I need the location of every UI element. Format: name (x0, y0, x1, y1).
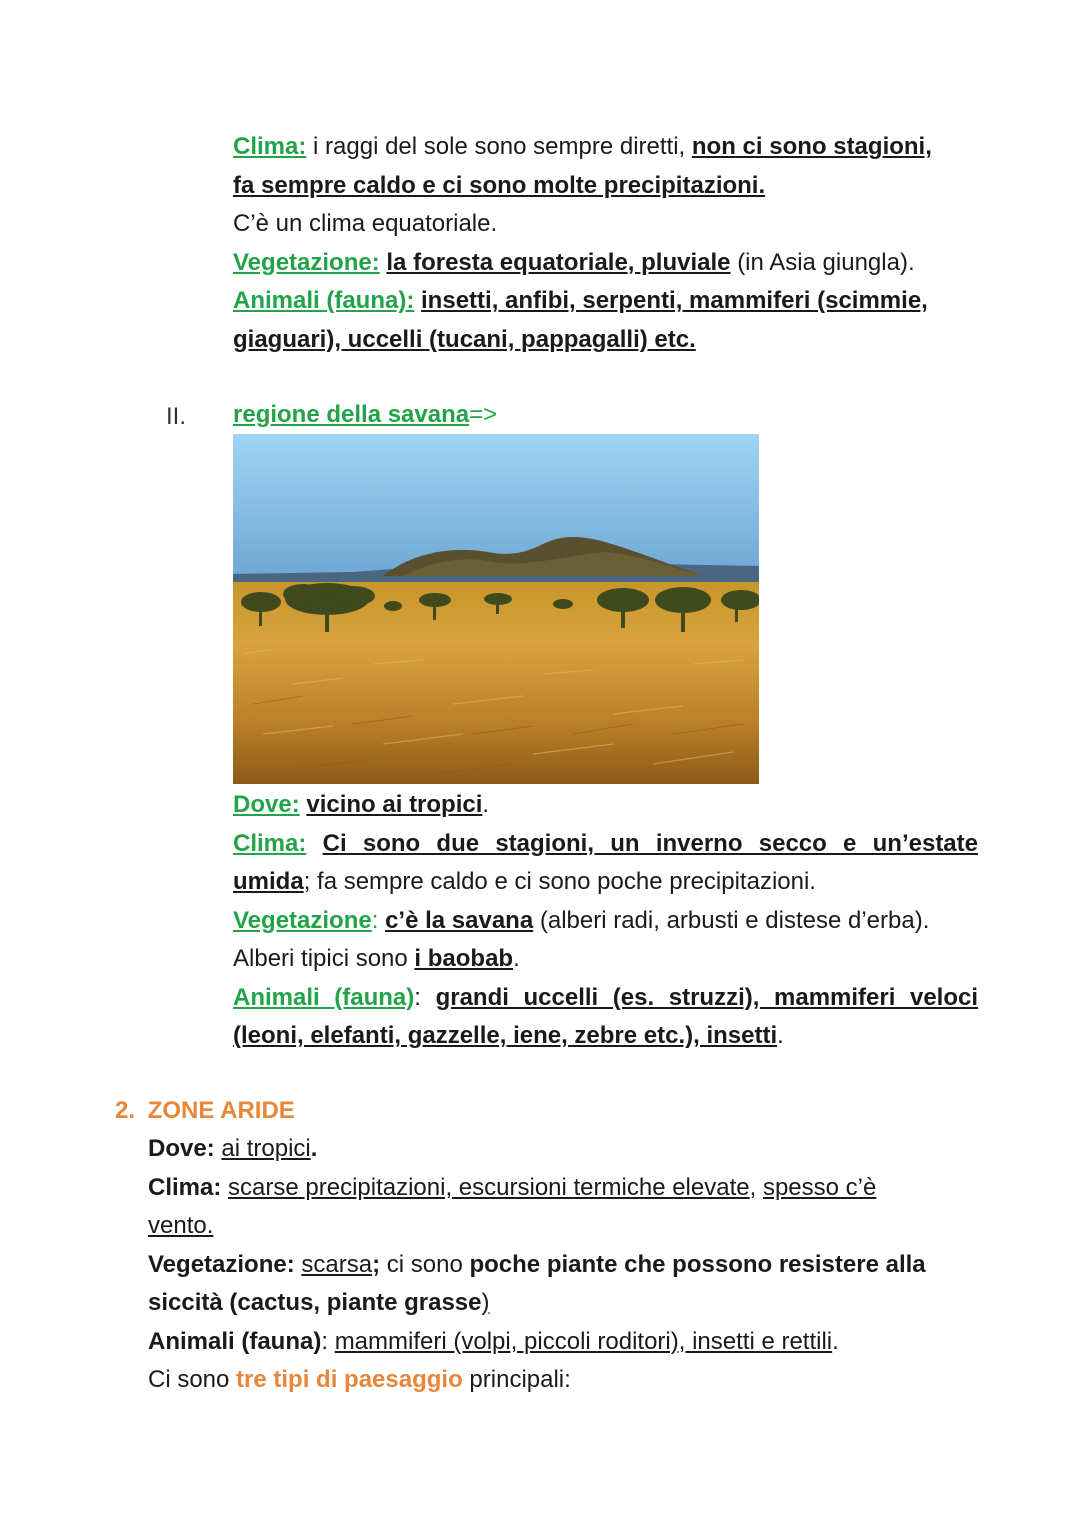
animali-text-1: insetti, anfibi, serpenti, mammiferi (scimmie, (421, 287, 928, 314)
paesaggio-end: principali: (469, 1366, 571, 1393)
vegetazione-bold-1: poche piante che possono resistere alla (469, 1250, 926, 1278)
vegetazione-bold-2: siccità (148, 1289, 223, 1316)
animali-label: Animali (fauna) (233, 983, 415, 1011)
clima-label: Clima: (148, 1173, 222, 1201)
savanna-photo (233, 434, 759, 784)
vegetazione-line (233, 244, 978, 283)
clima-line-2: vento. (148, 1212, 214, 1239)
vegetazione-line-2 (148, 1284, 978, 1323)
animali-line-1 (233, 979, 978, 1018)
dove-end: . (310, 1135, 318, 1162)
vegetazione-line-1 (148, 1246, 978, 1285)
vegetazione-label: Vegetazione: (233, 248, 380, 276)
section-number: 2. (115, 1097, 136, 1124)
vegetazione-label: Vegetazione: (148, 1250, 295, 1278)
clima-comma: , (749, 1173, 757, 1201)
clima-label: Clima: (233, 133, 307, 160)
animali-line-2 (233, 1017, 978, 1056)
alberi-line (233, 940, 978, 979)
clima-text: i raggi del sole sono sempre diretti, (313, 133, 686, 160)
animali-colon: : (321, 1327, 329, 1355)
dove-line (233, 786, 978, 825)
savana-arrow: => (469, 401, 498, 428)
vegetazione-colon: : (371, 906, 379, 934)
vegetazione-mid: ci sono (386, 1250, 463, 1278)
dove-text: ai tropici (221, 1135, 311, 1162)
vegetazione-scarsa: scarsa (301, 1250, 373, 1278)
alberi-end: . (513, 945, 520, 972)
clima-text-1: Ci sono due stagioni, un inverno secco e un’estate (322, 829, 978, 857)
aride-section (148, 1130, 978, 1400)
animali-label: Animali (fauna): (233, 287, 415, 314)
clima-rest: ; fa sempre caldo e ci sono poche precipitazioni. (303, 868, 816, 895)
clima-line-1 (233, 825, 978, 864)
clima-text-2: spesso c’è (762, 1173, 877, 1201)
vegetazione-bold: la foresta equatoriale, pluviale (386, 248, 731, 276)
vegetazione-end: ) (481, 1289, 490, 1316)
paesaggio-start: Ci sono (148, 1366, 230, 1393)
clima-bold-1: non ci sono stagioni, (691, 133, 932, 160)
savana-section (233, 786, 978, 1056)
animali-text: mammiferi (volpi, piccoli roditori), insetti e rettili (334, 1327, 833, 1355)
clima-line-1 (233, 128, 978, 167)
zone-aride-heading (115, 1092, 295, 1130)
animali-line (148, 1323, 978, 1362)
dove-label: Dove: (233, 791, 300, 818)
clima-line-2 (233, 863, 978, 902)
dove-end: . (482, 791, 490, 818)
savana-title: regione della savana (233, 401, 470, 428)
animali-text-1: grandi uccelli (es. struzzi), mammiferi veloci (435, 983, 979, 1011)
vegetazione-line (233, 902, 978, 941)
animali-end: . (832, 1327, 839, 1355)
clima-line-1 (148, 1169, 978, 1208)
equatorial-section (233, 128, 978, 359)
roman-numeral: II. (166, 403, 187, 430)
clima-line-2: fa sempre caldo e ci sono molte precipitazioni. (233, 171, 766, 199)
clima-label: Clima: (233, 829, 307, 857)
animali-label: Animali (fauna) (148, 1327, 322, 1355)
vegetazione-semicolon: ; (372, 1250, 381, 1278)
vegetazione-rest: (in Asia giungla). (737, 248, 915, 276)
vegetazione-rest: (alberi radi, arbusti e distese d’erba). (539, 906, 930, 934)
alberi-text: Alberi tipici sono (233, 945, 408, 972)
animali-line-1 (233, 282, 978, 321)
clima-bold-2: umida (233, 868, 304, 895)
alberi-bold: i baobab (414, 945, 514, 972)
vegetazione-bold-3: (cactus, piante grasse (229, 1289, 482, 1316)
animali-end: . (777, 1022, 784, 1049)
animali-text-2: (leoni, elefanti, gazzelle, iene, zebre etc.), insetti (233, 1022, 778, 1049)
animali-colon: : (414, 983, 421, 1011)
dove-line (148, 1130, 978, 1169)
paesaggio-orange: tre tipi di paesaggio (236, 1366, 463, 1393)
vegetazione-bold: c’è la savana (385, 906, 534, 934)
paesaggio-line (148, 1361, 978, 1400)
animali-line-2: giaguari), uccelli (tucani, pappagalli) etc. (233, 325, 696, 353)
clima-type: C’è un clima equatoriale. (233, 210, 498, 237)
dove-text: vicino ai tropici (306, 791, 483, 818)
dove-label: Dove: (148, 1135, 215, 1162)
vegetazione-label: Vegetazione (233, 906, 372, 934)
savana-heading (233, 396, 978, 435)
section-title: ZONE ARIDE (147, 1097, 295, 1124)
clima-text: scarse precipitazioni, escursioni termiche elevate (228, 1173, 750, 1201)
